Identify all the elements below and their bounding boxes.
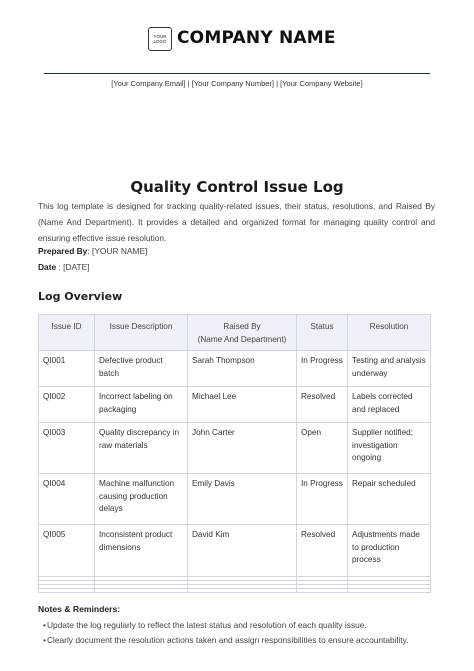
cell-description: Quality discrepancy in raw materials — [95, 423, 188, 474]
cell-raised-by: David Kim — [188, 525, 297, 577]
cell-resolution: Adjustments made to production process — [348, 525, 431, 577]
cell-issue-id: QI002 — [39, 387, 95, 423]
cell-resolution: Testing and analysis underway — [348, 351, 431, 387]
cell-raised-by: Michael Lee — [188, 387, 297, 423]
header-issue-description: Issue Description — [95, 315, 188, 351]
issue-log-table — [38, 314, 431, 593]
cell-status: In Progress — [297, 474, 348, 525]
cell-raised-by: Emily Davis — [188, 474, 297, 525]
header-divider — [44, 73, 430, 74]
log-overview-heading: Log Overview — [38, 290, 123, 303]
cell-description: Defective product batch — [95, 351, 188, 387]
company-name: COMPANY NAME — [177, 28, 336, 48]
cell-issue-id: QI004 — [39, 474, 95, 525]
cell-status: In Progress — [297, 351, 348, 387]
cell-issue-id: QI003 — [39, 423, 95, 474]
notes-heading: Notes & Reminders: — [38, 604, 121, 614]
table-row — [39, 351, 431, 387]
date-value: : [DATE] — [56, 262, 90, 272]
table-row — [39, 387, 431, 423]
cell-issue-id: QI001 — [39, 351, 95, 387]
prepared-by-label: Prepared By — [38, 246, 88, 256]
header-raised-by-sublabel: (Name And Department) — [197, 334, 287, 344]
cell-issue-id: QI005 — [39, 525, 95, 577]
cell-resolution: Labels corrected and replaced — [348, 387, 431, 423]
table-row — [39, 423, 431, 474]
prepared-by-value: : [YOUR NAME] — [87, 246, 148, 256]
header-issue-id: Issue ID — [39, 315, 95, 351]
logo-text-line1: YOUR — [153, 34, 167, 39]
document-header — [0, 24, 474, 54]
cell-resolution: Repair scheduled — [348, 474, 431, 525]
date-label: Date — [38, 262, 57, 272]
table-row-empty — [39, 589, 431, 593]
cell-description: Machine malfunction causing production delays — [95, 474, 188, 525]
cell-raised-by: John Carter — [188, 423, 297, 474]
cell-description: Incorrect labeling on packaging — [95, 387, 188, 423]
note-item: • Clearly document the resolution actions taken and assign responsibilities to ensure accountability. — [43, 633, 438, 648]
table-row — [39, 474, 431, 525]
cell-description: Inconsistent product dimensions — [95, 525, 188, 577]
notes-list — [43, 618, 438, 648]
company-logo-placeholder — [148, 27, 172, 51]
table-header-row — [39, 315, 431, 351]
cell-status: Open — [297, 423, 348, 474]
table-row — [39, 525, 431, 577]
header-resolution: Resolution — [348, 315, 431, 351]
header-raised-by — [188, 315, 297, 351]
logo-text-line2: LOGO — [153, 39, 167, 44]
cell-raised-by: Sarah Thompson — [188, 351, 297, 387]
company-contact-line: [Your Company Email] | [Your Company Number] | [Your Company Website] — [111, 79, 363, 88]
cell-resolution: Supplier notified; investigation ongoing — [348, 423, 431, 474]
date-line — [38, 262, 90, 272]
note-item: • Update the log regularly to reflect the latest status and resolution of each quality issue. — [43, 618, 438, 633]
prepared-by-line — [38, 246, 147, 256]
header-status: Status — [297, 315, 348, 351]
document-title: Quality Control Issue Log — [130, 178, 344, 196]
cell-status: Resolved — [297, 387, 348, 423]
cell-status: Resolved — [297, 525, 348, 577]
header-raised-by-label: Raised By — [223, 322, 261, 331]
intro-paragraph: This log template is designed for tracking quality-related issues, their status, resolutions, and Raised By (Name And Department). It provides a detailed and organized format for managing quality control and ensuring effective issue resolution. — [38, 201, 435, 243]
